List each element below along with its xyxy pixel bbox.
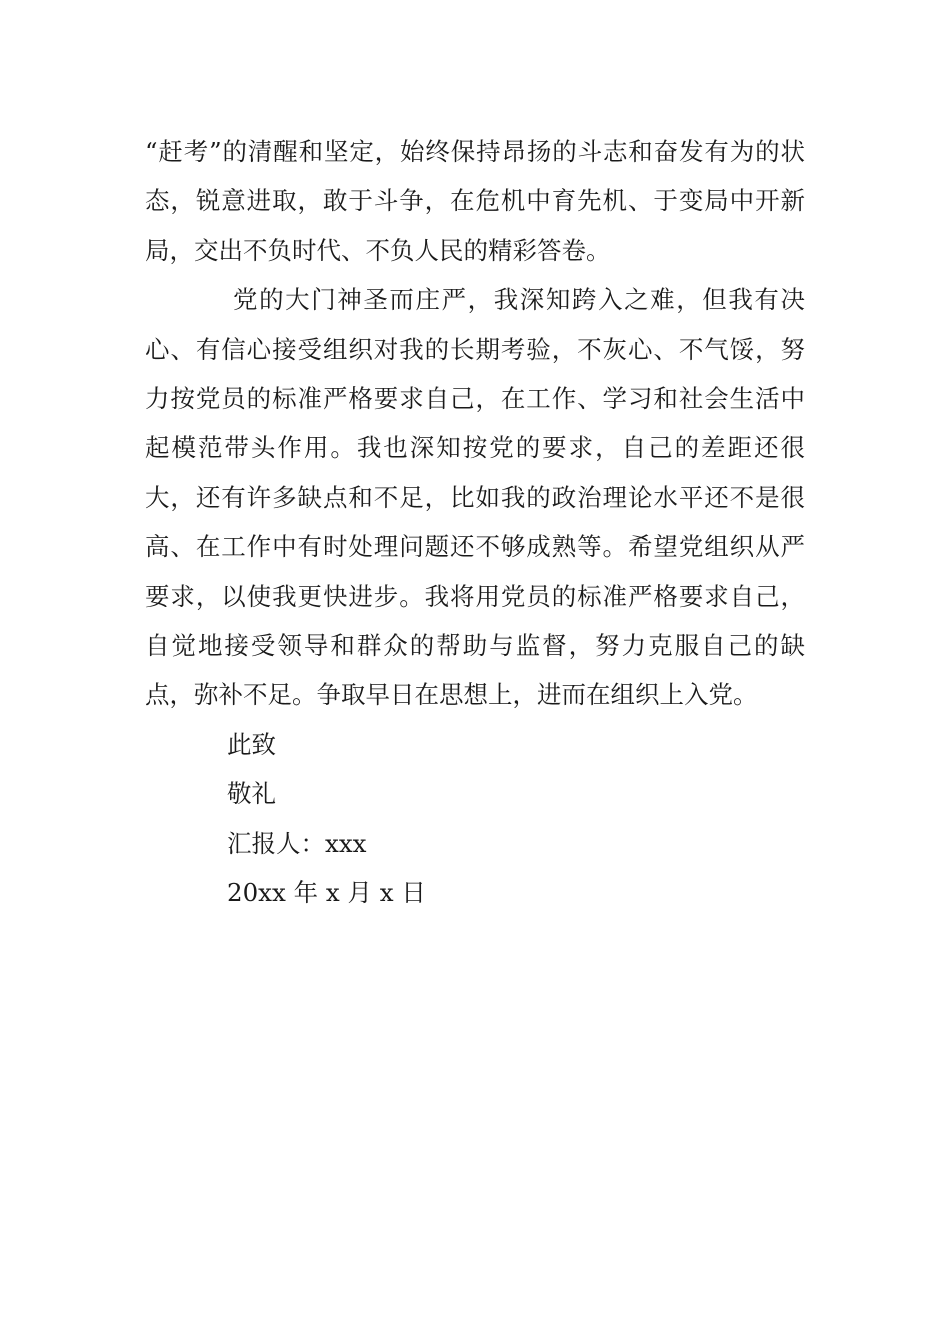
reporter-signature: 汇报人：xxx [227, 828, 367, 858]
closing-salutation-cizhi: 此致 [227, 729, 276, 759]
report-date: 20xx 年 x 月 x 日 [227, 878, 426, 908]
paragraph-continuation: “赶考”的清醒和坚定，始终保持昂扬的斗志和奋发有为的状态，锐意进取，敢于斗争，在危机中育先机、于变局中开新局，交出不负时代、不负人民的精彩答卷。 [145, 137, 805, 265]
closing-salutation-jingli: 敬礼 [227, 779, 276, 809]
paragraph-resolution: 党的大门神圣而庄严，我深知跨入之难，但我有决心、有信心接受组织对我的长期考验，不灰心、不气馁，努力按党员的标准严格要求自己，在工作、学习和社会生活中起模范带头作用。我也深知按党的要求，自己的差距还很大，还有许多缺点和不足，比如我的政治理论水平还不是很高、在工作中有时处理问题还不够成熟等。希望党组织从严要求，以使我更快进步。我将用党员的标准严格要求自己，自觉地接受领导和群众的帮助与监督，努力克服自己的缺点，弥补不足。争取早日在思想上，进而在组织上入党。 [145, 285, 805, 710]
document-body [145, 127, 805, 918]
